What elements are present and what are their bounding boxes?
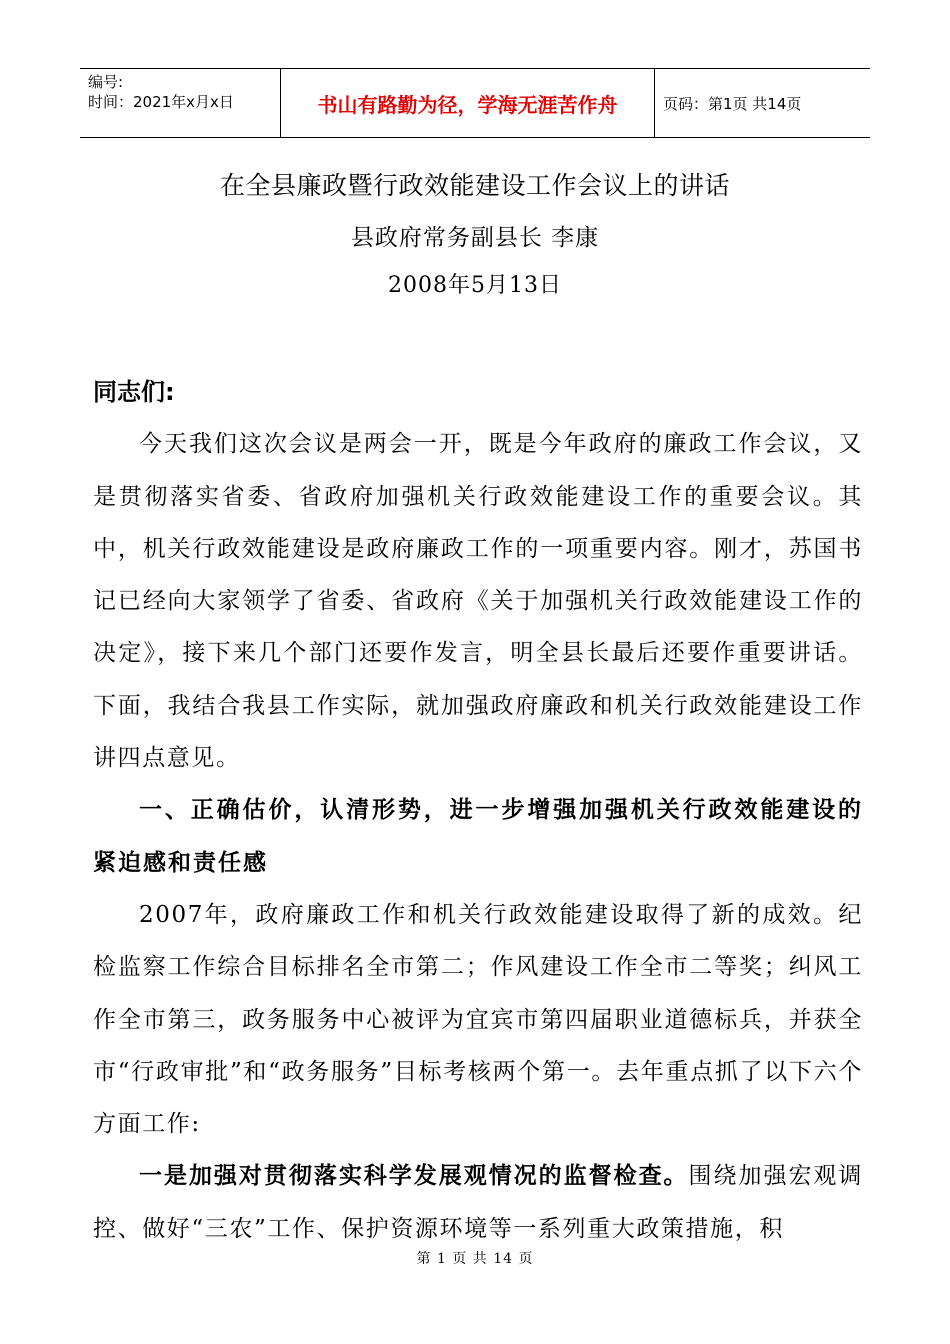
- page-info: 页码：第1页 共14页: [663, 94, 802, 113]
- page-footer: 第 1 页 共 14 页: [416, 1251, 534, 1267]
- section-heading-1: 一、正确估价，认清形势，进一步增强加强机关行政效能建设的紧迫感和责任感: [93, 797, 863, 876]
- motto: 书山有路勤为径，学海无涯苦作舟: [281, 69, 655, 137]
- document-title: 在全县廉政暨行政效能建设工作会议上的讲话: [219, 171, 730, 200]
- point-1-lead: 一是加强对贯彻落实科学发展观情况的监督检查。: [139, 1163, 689, 1190]
- document-body: [93, 366, 863, 1255]
- time-label: 时间：2021年x月x日: [88, 93, 234, 111]
- document-author: 县政府常务副县长 李康: [350, 225, 600, 251]
- point-1-text: 围绕加强宏观调控、做好“三农”工作、保护资源环境等一系列重大政策措施，积: [93, 1163, 864, 1242]
- header-table: [80, 68, 870, 138]
- header-left-cell: [80, 69, 281, 137]
- salutation: 同志们:: [93, 378, 175, 406]
- number-label: 编号:: [88, 73, 124, 91]
- paragraph-point-1: [93, 1150, 863, 1255]
- paragraph-intro: 今天我们这次会议是两会一开，既是今年政府的廉政工作会议，又是贯彻落实省委、省政府加强机关行政效能建设工作的重要会议。其中，机关行政效能建设是政府廉政工作的一项重要内容。刚才，苏国书记已经向大家领学了省委、省政府《关于加强机关行政效能建设工作的决定》，接下来几个部门还要作发言，明全县长最后还要作重要讲话。下面，我结合我县工作实际，就加强政府廉政和机关行政效能建设工作讲四点意见。: [93, 431, 863, 772]
- document-date: 2008年5月13日: [388, 273, 562, 298]
- paragraph-achievements: 2007年，政府廉政工作和机关行政效能建设取得了新的成效。纪检监察工作综合目标排名全市第二；作风建设工作全市二等奖；纠风工作全市第三，政务服务中心被评为宜宾市第四届职业道德标兵，并获全市“行政审批”和“政务服务”目标考核两个第一。去年重点抓了以下六个方面工作:: [93, 901, 863, 1138]
